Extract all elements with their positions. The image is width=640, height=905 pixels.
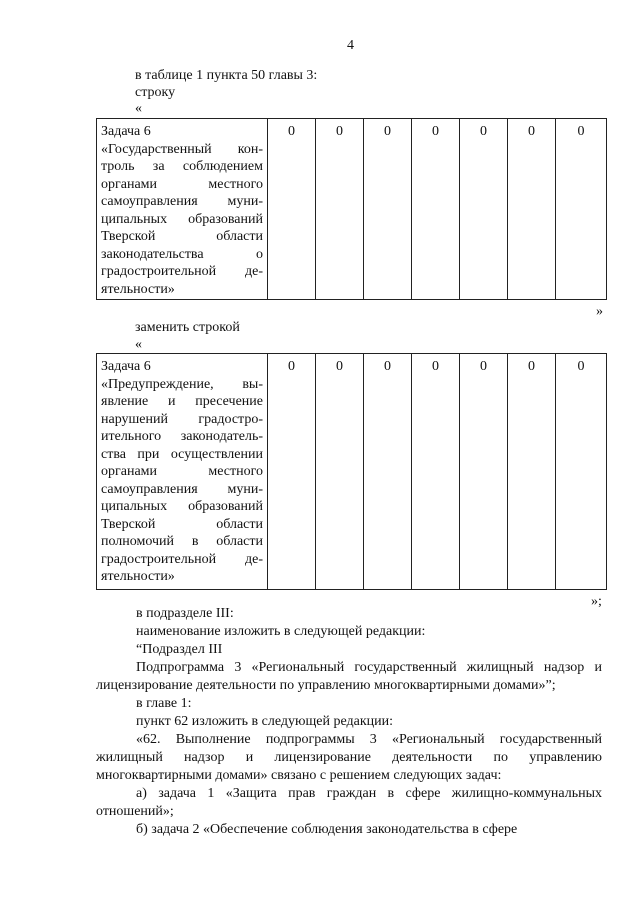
desc-line: органами местного bbox=[101, 176, 263, 192]
body-text bbox=[96, 605, 602, 839]
intro-line-2: строку bbox=[135, 85, 176, 100]
table-new-row bbox=[96, 353, 607, 590]
desc-line: Тверской области bbox=[101, 516, 263, 532]
body-line: лицензирование деятельности по управлению многоквартирными домами»”; bbox=[96, 678, 556, 693]
close-quote-new: »; bbox=[591, 594, 602, 609]
body-line: многоквартирными домами» связано с решением следующих задач: bbox=[96, 768, 502, 783]
desc-line: самоуправления муни- bbox=[101, 194, 263, 209]
value-cell: 0 bbox=[364, 354, 412, 590]
value-cell: 0 bbox=[460, 354, 508, 590]
value-cell: 0 bbox=[508, 354, 556, 590]
body-line: Подпрограмма 3 «Региональный государственный жилищный надзор и bbox=[136, 660, 602, 675]
value-cell: 0 bbox=[412, 119, 460, 300]
open-quote: « bbox=[135, 101, 142, 116]
desc-line: градостроительной де- bbox=[101, 264, 263, 279]
desc-line: Тверской области bbox=[101, 229, 263, 244]
body-line: а) задача 1 «Защита прав граждан в сфере жилищно-коммунальных bbox=[136, 786, 602, 801]
value-cell: 0 bbox=[412, 354, 460, 590]
body-line: «62. Выполнение подпрограммы 3 «Региональный государственный bbox=[136, 732, 602, 747]
value-cell: 0 bbox=[364, 119, 412, 300]
desc-line: градостроительной де- bbox=[101, 551, 263, 567]
body-line: наименование изложить в следующей редакции: bbox=[136, 624, 426, 639]
desc-line: ятельности» bbox=[101, 569, 175, 584]
value-cell: 0 bbox=[316, 119, 364, 300]
desc-line: ципальных образований bbox=[101, 211, 263, 227]
desc-line: законодательства о bbox=[101, 246, 263, 262]
desc-line: троль за соблюдением bbox=[101, 159, 263, 174]
body-line: отношений»; bbox=[96, 804, 174, 819]
task-description-new bbox=[97, 354, 268, 590]
body-line: в главе 1: bbox=[136, 696, 192, 711]
close-quote-old: » bbox=[596, 304, 603, 319]
value-cell: 0 bbox=[508, 119, 556, 300]
desc-line: нарушений градостро- bbox=[101, 411, 263, 427]
desc-line: Задача 6 bbox=[101, 124, 151, 139]
intro-line-1: в таблице 1 пункта 50 главы 3: bbox=[135, 68, 318, 83]
body-line: в подразделе III: bbox=[136, 606, 234, 621]
value-cell: 0 bbox=[556, 119, 607, 300]
desc-line: ства при осуществлении bbox=[101, 446, 263, 462]
value-cell: 0 bbox=[556, 354, 607, 590]
desc-line: явление и пресечение bbox=[101, 394, 263, 409]
body-line: “Подраздел III bbox=[136, 642, 223, 657]
page-number: 4 bbox=[347, 38, 354, 53]
body-line: жилищный надзор и лицензирование деятельности по управлению bbox=[96, 750, 602, 765]
value-cell: 0 bbox=[268, 354, 316, 590]
task-description-old bbox=[97, 119, 268, 300]
replace-label: заменить строкой bbox=[135, 320, 240, 335]
desc-line: ятельности» bbox=[101, 281, 175, 297]
desc-line: органами местного bbox=[101, 464, 263, 479]
desc-line: ительного законодатель- bbox=[101, 429, 263, 444]
body-line: пункт 62 изложить в следующей редакции: bbox=[136, 714, 393, 729]
desc-line: Задача 6 bbox=[101, 359, 151, 374]
value-cell: 0 bbox=[460, 119, 508, 300]
desc-line: «Государственный кон- bbox=[101, 141, 263, 157]
value-cell: 0 bbox=[316, 354, 364, 590]
desc-line: «Предупреждение, вы- bbox=[101, 376, 263, 392]
desc-line: полномочий в области bbox=[101, 534, 263, 549]
desc-line: самоуправления муни- bbox=[101, 481, 263, 497]
body-line: б) задача 2 «Обеспечение соблюдения законодательства в сфере bbox=[136, 822, 518, 837]
desc-line: ципальных образований bbox=[101, 499, 263, 514]
table-old-row bbox=[96, 118, 607, 300]
replace-open-quote: « bbox=[135, 337, 142, 352]
value-cell: 0 bbox=[268, 119, 316, 300]
